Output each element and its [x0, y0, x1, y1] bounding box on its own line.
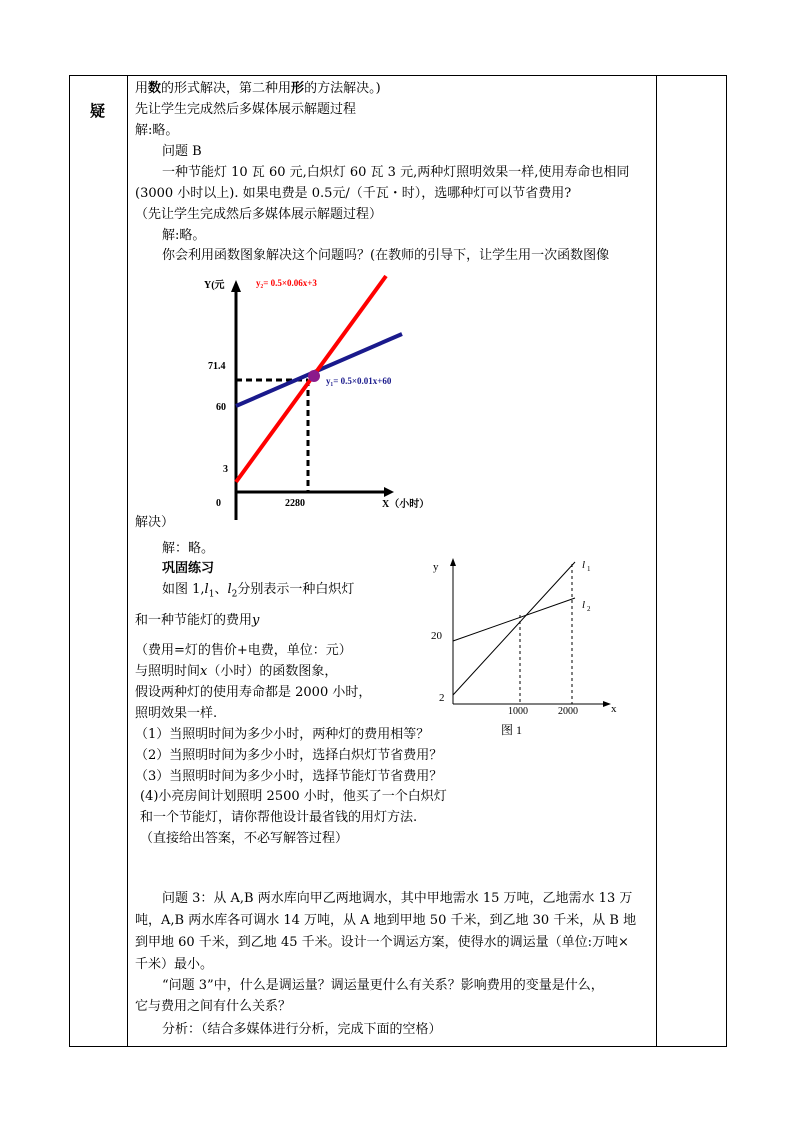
text-line: 与照明时间x（小时）的函数图象， [135, 664, 338, 679]
y-tick-label: 2 [439, 692, 445, 704]
series-label-l1: l [582, 559, 586, 571]
x-axis-label: X（小时） [382, 499, 430, 510]
intersection-point [308, 370, 320, 382]
table-left-border [69, 75, 70, 1047]
text-line: 先让学生完成然后多媒体展示解题过程 [135, 102, 357, 117]
x-tick-label: 2280 [285, 498, 305, 509]
question-2: （2）当照明时间为多少小时，选择白炽灯节省费用？ [135, 748, 443, 763]
text-line: (3000 小时以上). 如果电费是 0.5元/（千瓦・时），选哪种灯可以节省费用? [135, 186, 572, 201]
y-axis-arrow [231, 280, 241, 292]
y-axis-label: y [433, 561, 439, 573]
side-label: 疑 [90, 102, 106, 120]
y-tick-label: 3 [223, 464, 228, 475]
text-line: 吨，A,B 两水库各可调水 14 万吨，从 A 地到甲地 50 千米，到乙地 30 千米，从 B 地 [135, 913, 637, 928]
series-label-y2: y₂= 0.5×0.06x+3 [256, 278, 317, 288]
table-top-border [69, 75, 727, 76]
cost-function-chart [180, 270, 450, 522]
text-line: 解:略。 [135, 123, 179, 138]
figure-caption: 图 1 [501, 723, 523, 737]
text-line: 假设两种灯的使用寿命都是 2000 小时， [135, 685, 372, 700]
table-col-divider-1 [127, 75, 128, 1047]
problem-b-heading: 问题 B [162, 144, 202, 159]
y-tick-label: 20 [431, 630, 442, 642]
series-label-l2-sub: 2 [587, 605, 591, 613]
text-line: 用数的形式解决，第二种用形的方法解决。) [135, 81, 381, 96]
text-line: 它与费用之间有什么关系？ [135, 999, 292, 1014]
question-1: （1）当照明时间为多少小时，两种灯的费用相等？ [135, 727, 430, 742]
text-line: 你会利用函数图象解决这个问题吗？(在教师的引导下，让学生用一次函数图像 [162, 248, 610, 263]
text-line: 和一种节能灯的费用y [135, 613, 260, 628]
x-tick-label: 2000 [558, 706, 578, 717]
x-axis-arrow [603, 701, 611, 707]
text-line: 千米）最小。 [135, 957, 214, 972]
text-line: 和一个节能灯，请你帮他设计最省钱的用灯方法. [140, 810, 418, 825]
table-right-border [726, 75, 727, 1047]
series-line-l2 [453, 598, 575, 641]
series-line-l1 [453, 562, 575, 695]
text-line: 解决） [135, 515, 175, 530]
series-label-l2: l [582, 599, 586, 611]
table-bottom-border [69, 1046, 727, 1047]
text-line: 如图 $1,l_1$、$l_2$分别表示一种白炽灯 [162, 582, 355, 600]
x-axis-arrow [384, 487, 394, 497]
y-tick-label: 60 [216, 402, 226, 413]
question-4: (4)小亮房间计划照明 2500 小时，他买了一个白炽灯 [140, 789, 447, 804]
text-line: 解：略。 [162, 541, 215, 556]
x-tick-label: 1000 [508, 706, 528, 717]
y-tick-label: 71.4 [208, 361, 226, 372]
practice-heading: 巩固练习 [162, 561, 215, 576]
figure-1-chart [425, 552, 625, 742]
text-line: 一种节能灯 10 瓦 60 元,白炽灯 60 瓦 3 元,两种灯照明效果一样,使用寿命也相同 [162, 165, 630, 180]
question-3: （3）当照明时间为多少小时，选择节能灯节省费用？ [135, 769, 443, 784]
series-label-y1: y₁= 0.5×0.01x+60 [326, 376, 392, 386]
table-col-divider-2 [656, 75, 657, 1047]
y-axis-arrow [450, 558, 456, 566]
origin-label: 0 [216, 498, 221, 509]
x-axis-label: x [611, 703, 617, 715]
series-label-l1-sub: 1 [587, 565, 591, 573]
text-line: “问题 3”中，什么是调运量？调运量更什么有关系？影响费用的变量是什么， [162, 978, 604, 993]
text-line: 分析：（结合多媒体进行分析，完成下面的空格） [162, 1022, 442, 1037]
text-line: （费用=灯的售价+电费，单位：元） [135, 643, 352, 658]
text-line: 解:略。 [162, 228, 206, 243]
text-line: （先让学生完成然后多媒体展示解题过程） [135, 207, 383, 222]
text-line: （直接给出答案，不必写解答过程） [140, 831, 349, 846]
text-line: 问题 3：从 A,B 两水库向甲乙两地调水，其中甲地需水 15 万吨，乙地需水 13 万 [162, 891, 633, 906]
y-axis-label: Y(元 [204, 280, 225, 291]
text-line: 照明效果一样. [135, 706, 218, 721]
text-line: 到甲地 60 千米，到乙地 45 千米。设计一个调运方案，使得水的调运量（单位:万吨× [135, 935, 629, 950]
